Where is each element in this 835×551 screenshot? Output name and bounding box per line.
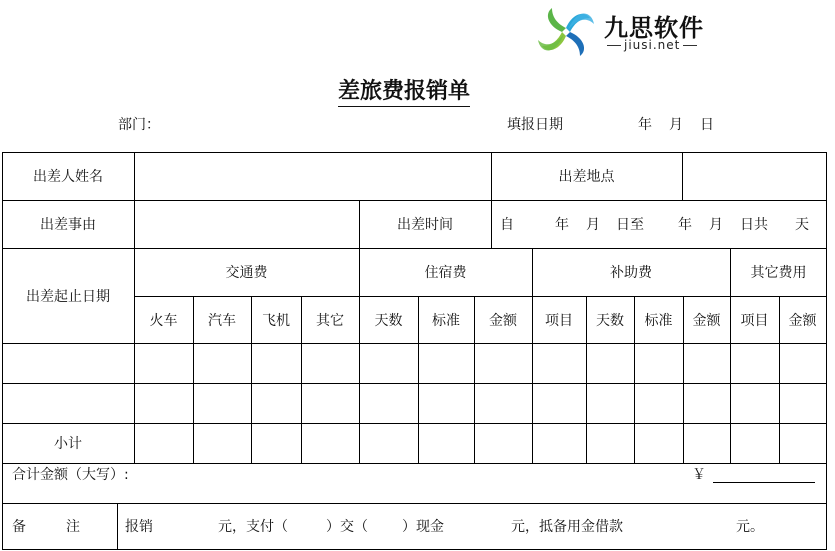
subheader-other-item: 项目: [740, 312, 769, 329]
department-label: 部门：: [118, 117, 160, 133]
table-row[interactable]: [3, 384, 133, 422]
total-amount-field[interactable]: [713, 463, 815, 482]
time-to-day-total-label: 日共: [740, 217, 768, 233]
subheader-allowance-amount: 金额: [692, 312, 721, 329]
time-from-label: 自: [500, 217, 514, 233]
allowance-header: 补助费: [610, 265, 652, 281]
total-amount-label: 合计金额（大写）:: [12, 467, 129, 483]
lodging-cost-header: 住宿费: [424, 265, 467, 281]
time-to-year-label: 年: [678, 217, 692, 233]
subheader-allowance-standard: 标准: [644, 312, 673, 329]
remarks-pay-label: 元，支付（: [218, 519, 288, 535]
time-to-month-label: 月: [709, 217, 723, 233]
remarks-end-label: 元。: [736, 519, 764, 535]
subheader-lodging-standard: 标准: [432, 312, 460, 329]
yen-sign: ￥: [692, 467, 706, 483]
subheader-other-amount: 金额: [788, 312, 817, 329]
subheader-allowance-item: 项目: [545, 312, 573, 329]
other-cost-header: 其它费用: [750, 265, 807, 281]
subheader-transport-other: 其它: [316, 312, 344, 329]
time-days-label: 天: [795, 217, 809, 233]
table-row[interactable]: [3, 344, 133, 382]
transport-cost-header: 交通费: [225, 265, 268, 281]
remarks-advance-label: 元，抵备用金借款: [511, 519, 623, 535]
subheader-lodging-days: 天数: [374, 312, 403, 329]
travel-location-field[interactable]: [683, 153, 825, 199]
fill-date-label: 填报日期: [507, 117, 563, 133]
subheader-lodging-amount: 金额: [489, 312, 517, 329]
subheader-plane: 飞机: [262, 312, 290, 329]
brand-url-text: jiusi.net: [624, 38, 681, 52]
subtotal-label: 小计: [54, 436, 82, 452]
subheader-train: 火车: [149, 312, 178, 329]
travel-location-label: 出差地点: [558, 169, 615, 185]
document-title: 差旅费报销单: [338, 74, 470, 107]
traveler-name-field[interactable]: [135, 153, 490, 199]
remarks-label-a: 备: [12, 519, 26, 535]
traveler-name-label: 出差人姓名: [33, 169, 103, 185]
travel-reason-label: 出差事由: [40, 217, 96, 233]
time-from-month-label: 月: [586, 217, 600, 233]
subheader-allowance-days: 天数: [596, 312, 624, 329]
brand-name: 九思软件: [604, 14, 704, 42]
date-year-label: 年: [638, 117, 652, 133]
travel-time-label: 出差时间: [397, 217, 453, 233]
travel-period-label: 出差起止日期: [26, 288, 110, 305]
remarks-handover-label: ）交（: [326, 519, 368, 535]
remarks-label-b: 注: [66, 519, 80, 535]
remarks-reimburse-label: 报销: [125, 519, 153, 535]
remarks-cash-label: ）现金: [402, 519, 444, 535]
time-from-year-label: 年: [555, 217, 569, 233]
subheader-bus: 汽车: [208, 312, 236, 329]
date-month-label: 月: [669, 117, 683, 133]
date-day-label: 日: [700, 117, 714, 133]
travel-reason-field[interactable]: [135, 201, 358, 247]
time-from-day-to-label: 日至: [616, 217, 644, 233]
